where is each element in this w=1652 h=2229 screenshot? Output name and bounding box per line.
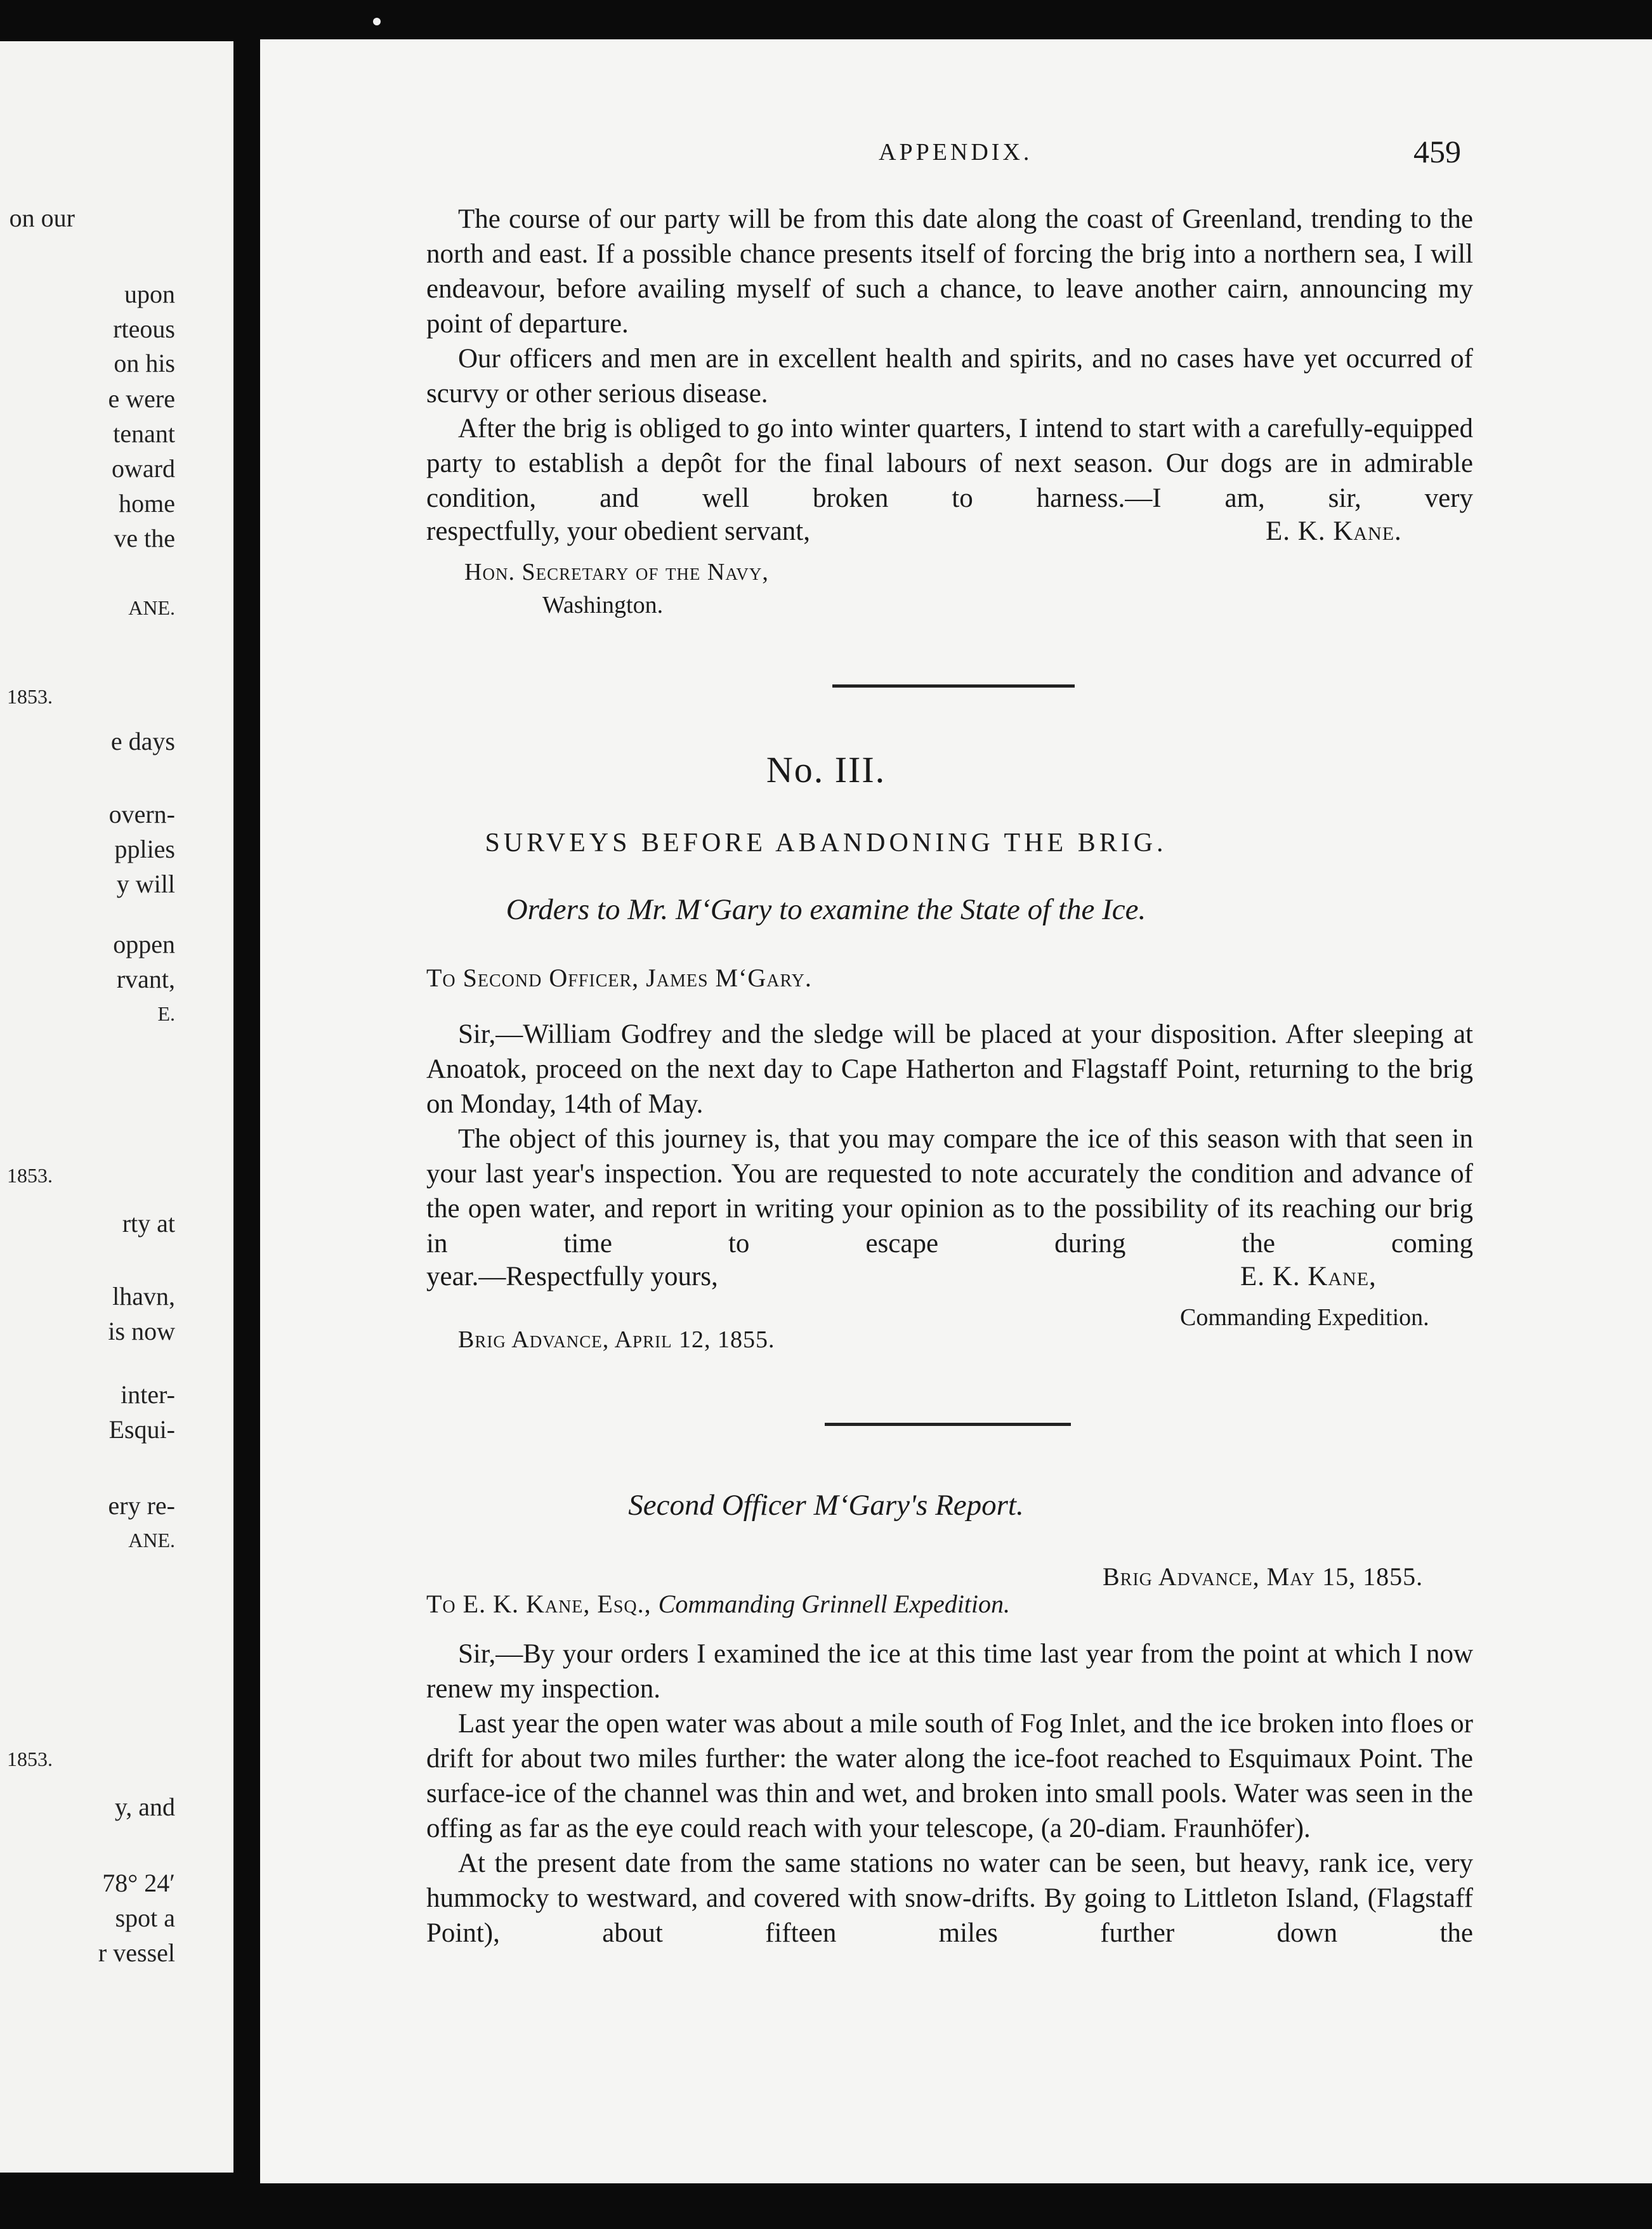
- left-fragment: 78° 24′: [102, 1869, 175, 1897]
- orders-signature-title: Commanding Expedition.: [1180, 1304, 1429, 1331]
- left-fragment: lhavn,: [112, 1282, 175, 1311]
- left-fragment: 1853.: [7, 1164, 53, 1187]
- letter-body: [426, 202, 1473, 516]
- page-number: 459: [1413, 134, 1461, 169]
- paragraph: Sir,—William Godfrey and the sledge will be placed at your disposition. After sleeping at Anoatok, proceed on the next day to Cape Hatherton and Flagstaff Point, returning to the brig on Monday, 14th of May.: [426, 1019, 1473, 1119]
- scan-speck: [373, 18, 381, 25]
- orders-closing: year.—Respectfully yours,: [426, 1262, 718, 1291]
- left-page-fragment: [0, 41, 233, 2173]
- left-fragment: inter-: [121, 1380, 175, 1409]
- letter-closing: respectfully, your obedient servant,: [426, 516, 810, 546]
- left-fragment: E.: [157, 1002, 175, 1025]
- left-fragment: ery re-: [108, 1491, 175, 1520]
- report-addressee: [426, 1589, 1010, 1619]
- orders-signature: E. K. Kane,: [1240, 1262, 1377, 1291]
- paragraph: Sir,—By your orders I examined the ice at this time last year from the point at which I now renew my inspection.: [426, 1639, 1473, 1704]
- book-gutter: [233, 0, 260, 2229]
- left-fragment: home: [119, 489, 175, 518]
- left-fragment: oward: [112, 454, 175, 483]
- report-body: [426, 1637, 1473, 1951]
- paragraph: After the brig is obliged to go into winter quarters, I intend to start with a carefully-equipped party to establish a depôt for the final labours of next season. Our dogs are in admirable condition, and well broken to harness.—I am, sir, very: [426, 414, 1473, 513]
- left-fragment: r vessel: [98, 1938, 175, 1967]
- orders-body: [426, 1017, 1473, 1261]
- left-fragment: on our: [9, 204, 75, 232]
- left-fragment: on his: [114, 349, 175, 377]
- left-fragment: y will: [116, 870, 175, 898]
- left-fragment: 1853.: [7, 685, 53, 708]
- paragraph: The course of our party will be from this date along the coast of Greenland, trending to the north and east. If a possible chance presents itself of forcing the brig into a northern sea, I will endeavour, before availing myself of such a chance, to leave another cairn, announcing my point of departure.: [426, 204, 1473, 339]
- scan-bottom-edge: [0, 2183, 1652, 2229]
- left-fragment: pplies: [114, 835, 175, 863]
- left-fragment: rty at: [122, 1209, 175, 1238]
- running-header: APPENDIX.: [879, 139, 1033, 166]
- report-addressee-name: To E. K. Kane, Esq.,: [426, 1590, 659, 1618]
- left-fragment: tenant: [113, 419, 175, 448]
- addressee: Hon. Secretary of the Navy,: [464, 559, 769, 585]
- left-fragment: e were: [108, 384, 175, 413]
- orders-dateline: Brig Advance, April 12, 1855.: [458, 1326, 775, 1353]
- report-dateline: [1103, 1562, 1423, 1592]
- left-fragment: ANE.: [128, 1529, 175, 1552]
- section-divider: [832, 684, 1075, 688]
- paragraph: Last year the open water was about a mile south of Fog Inlet, and the ice broken into floes or drift for about two miles further: the water along the ice-foot reached to Esquimaux Point. The surface-ice of the channel was thin and wet, and broken into small pools. Water was seen in the offing as far as the eye could reach with your telescope, (a 20-diam. Fraunhöfer).: [426, 1709, 1473, 1843]
- section-subtitle: Orders to Mr. M‘Gary to examine the State of the Ice.: [506, 893, 1146, 926]
- section-title: SURVEYS BEFORE ABANDONING THE BRIG.: [485, 828, 1167, 858]
- left-fragment: overn-: [108, 800, 175, 828]
- left-fragment: rteous: [113, 315, 175, 343]
- left-fragment: ve the: [114, 524, 175, 552]
- left-fragment: 1853.: [7, 1748, 53, 1770]
- left-fragment: y, and: [114, 1793, 175, 1821]
- paragraph: Our officers and men are in excellent health and spirits, and no cases have yet occurred of scurvy or other serious disease.: [426, 344, 1473, 409]
- addressee-place: Washington.: [542, 592, 664, 618]
- left-fragment: ANE.: [128, 596, 175, 619]
- left-fragment: upon: [124, 280, 175, 308]
- left-fragment: e days: [110, 727, 175, 755]
- report-title: Second Officer M‘Gary's Report.: [628, 1489, 1024, 1522]
- left-fragment: rvant,: [116, 965, 175, 993]
- letter-signature: E. K. Kane.: [1266, 516, 1402, 546]
- report-dateline-text: Brig Advance, May 15, 1855.: [1103, 1562, 1424, 1591]
- section-divider: [825, 1423, 1071, 1426]
- orders-addressee: To Second Officer, James M‘Gary.: [426, 964, 812, 992]
- paragraph: The object of this journey is, that you may compare the ice of this season with that seen in your last year's inspection. You are requested to note accurately the condition and advance of the open water, and report in writing your opinion as to the possibility of its reaching our brig in time to escape during the coming: [426, 1124, 1473, 1258]
- report-addressee-title: Commanding Grinnell Expedition.: [658, 1590, 1011, 1618]
- paragraph: At the present date from the same stations no water can be seen, but heavy, rank ice, very hummocky to westward, and covered with snow-drifts. By going to Littleton Island, (Flagstaff Point), about fifteen miles further down the: [426, 1848, 1473, 1948]
- left-fragment: spot a: [115, 1904, 175, 1932]
- left-fragment: Esqui-: [108, 1415, 175, 1444]
- section-number: No. III.: [766, 749, 886, 790]
- left-fragment: is now: [108, 1317, 175, 1345]
- left-fragment: oppen: [113, 930, 175, 958]
